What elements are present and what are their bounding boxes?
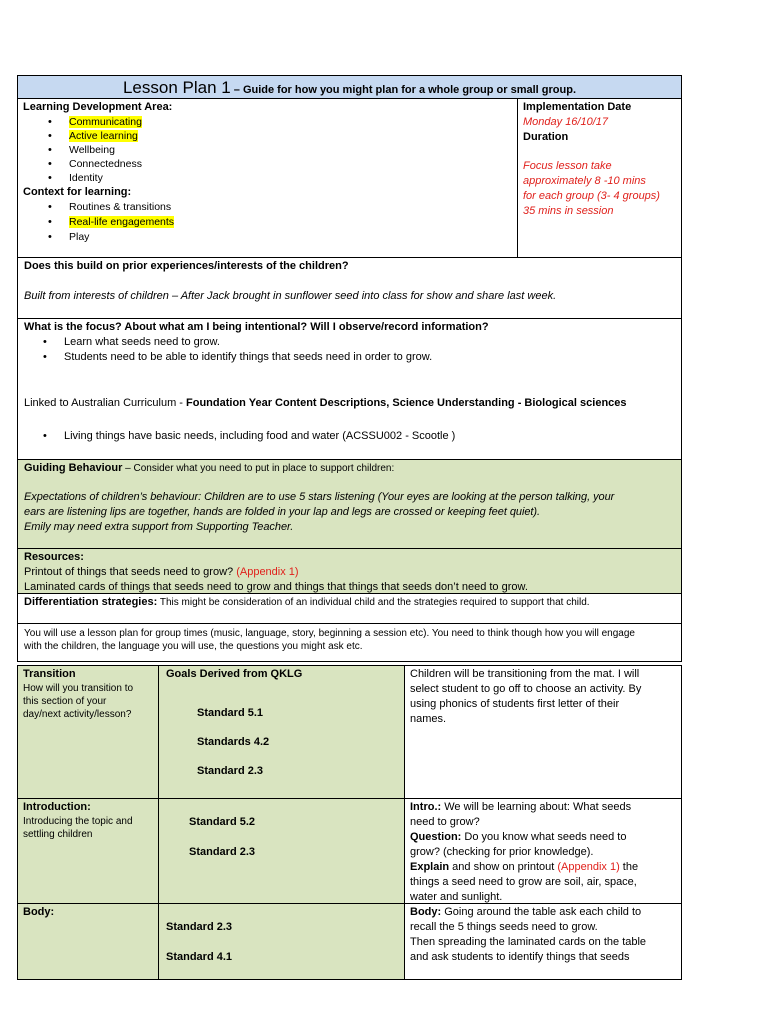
duration-text: Focus lesson take approximately 8 -10 mins for each group (3- 4 groups) 35 mins in session [523, 160, 660, 217]
resources-section [17, 549, 682, 594]
introduction-heading-cell: Introduction: Introducing the topic and settling children [18, 799, 159, 903]
context-item: • Routines & transitions [23, 200, 512, 215]
focus-points [18, 335, 675, 365]
title-main: Lesson Plan 1 [122, 78, 231, 97]
prior-experience-section [17, 258, 682, 319]
learning-area-list [23, 115, 512, 185]
implementation-heading: Implementation Date [523, 101, 632, 113]
resources-heading: Resources: [24, 551, 84, 563]
resources-line-2: Laminated cards of things that seeds need to grow and things that things that seeds don’t need to grow. [24, 581, 528, 593]
standard-label: Standard 4.1 [166, 951, 233, 963]
focus-point: • Learn what seeds need to grow. [18, 335, 675, 350]
transition-text-cell: Children will be transitioning from the mat. I will select student to go off to choose an activity. By using phonics of students first letter of their names. [410, 668, 642, 725]
learning-area-item: • Communicating [23, 115, 512, 129]
standard-label: Standards 4.2 [197, 736, 270, 748]
learning-area-item: • Identity [23, 171, 512, 185]
guiding-heading: Guiding Behaviour [24, 462, 123, 474]
differentiation-heading: Differentiation strategies: [24, 596, 158, 608]
appendix-link: (Appendix 1) [236, 566, 299, 578]
guiding-text: Expectations of children’s behaviour: Children are to use 5 stars listening (Your eyes are looking at the person talking, your ears are listening lips are together, hands are folded in your lap and legs are crossed or keeping feet quiet). Emily may need extra support from Supporting Teacher. [24, 491, 615, 533]
curriculum-point: • Living things have basic needs, including food and water (ACSSU002 - Scootle ) [18, 429, 675, 444]
curriculum-link: Linked to Australian Curriculum - Foundation Year Content Descriptions, Science Understanding - Biological sciences [24, 397, 627, 409]
standard-label: Standard 2.3 [166, 921, 233, 933]
focus-section [17, 319, 682, 460]
learning-area-item: • Active learning [23, 129, 512, 143]
learning-row [17, 99, 682, 258]
guiding-behaviour-section [17, 460, 682, 549]
learning-area-cell [18, 99, 518, 257]
introduction-text-cell: Intro.: We will be learning about: What seeds need to grow? Question: Do you know what seeds need to grow? (checking for prior knowledge). Explain and show on printout (Appendix 1) the things a seed need to grow are soil, air, space, water and sunlight. [410, 801, 639, 903]
implementation-date: Monday 16/10/17 [523, 116, 609, 128]
context-item: • Play [23, 230, 512, 245]
differentiation-section [17, 594, 682, 624]
guiding-note: – Consider what you need to put in place to support children: [122, 463, 395, 474]
introduction-goals-cell [159, 799, 405, 903]
context-heading: Context for learning: [23, 186, 132, 198]
title-sub: – Guide for how you might plan for a whole group or small group. [230, 84, 577, 96]
standard-label: Standard 5.2 [189, 816, 256, 828]
appendix-link: (Appendix 1) [557, 861, 620, 873]
standard-label: Standard 2.3 [189, 846, 256, 858]
body-text-cell: Body: Going around the table ask each child to recall the 5 things seeds need to grow. Then spreading the laminated cards on the table and ask students to identify things that seeds [410, 906, 647, 963]
focus-question: What is the focus? About what am I being intentional? Will I observe/record information? [24, 321, 489, 333]
differentiation-note: This might be consideration of an individual child and the strategies required to support that child. [157, 597, 590, 608]
focus-point: • Students need to be able to identify things that seeds need in order to grow. [18, 350, 675, 365]
context-list [23, 200, 512, 245]
context-item: • Real-life engagements [23, 215, 512, 230]
body-heading-cell: Body: [18, 904, 159, 979]
learning-area-item: • Connectedness [23, 157, 512, 171]
learning-area-item: • Wellbeing [23, 143, 512, 157]
resources-line-1: Printout of things that seeds need to grow? (Appendix 1) [24, 566, 299, 578]
lesson-plan-document [17, 75, 682, 980]
learning-area-heading: Learning Development Area: [23, 101, 173, 113]
body-row [17, 904, 682, 980]
body-goals-cell [159, 904, 405, 979]
prior-question: Does this build on prior experiences/interests of the children? [24, 260, 349, 272]
guide-note-section: You will use a lesson plan for group times (music, language, story, beginning a session etc). You need to think though how you will engage with the children, the language you will use, the questions you might ask etc. [17, 624, 682, 662]
title-bar [17, 75, 682, 99]
standard-label: Standard 2.3 [197, 765, 264, 777]
transition-heading-cell: Transition How will you transition to this section of your day/next activity/lesson? [18, 666, 159, 798]
transition-goals-cell: Goals Derived from QKLG Standard 5.1 Standards 4.2 Standard 2.3 [159, 666, 405, 798]
duration-heading: Duration [523, 131, 569, 143]
prior-answer: Built from interests of children – After Jack brought in sunflower seed into class for show and share last week. [24, 290, 557, 302]
implementation-cell [518, 99, 681, 257]
curriculum-points [18, 429, 675, 444]
introduction-row [17, 799, 682, 904]
transition-row [17, 665, 682, 799]
standard-label: Standard 5.1 [197, 707, 264, 719]
